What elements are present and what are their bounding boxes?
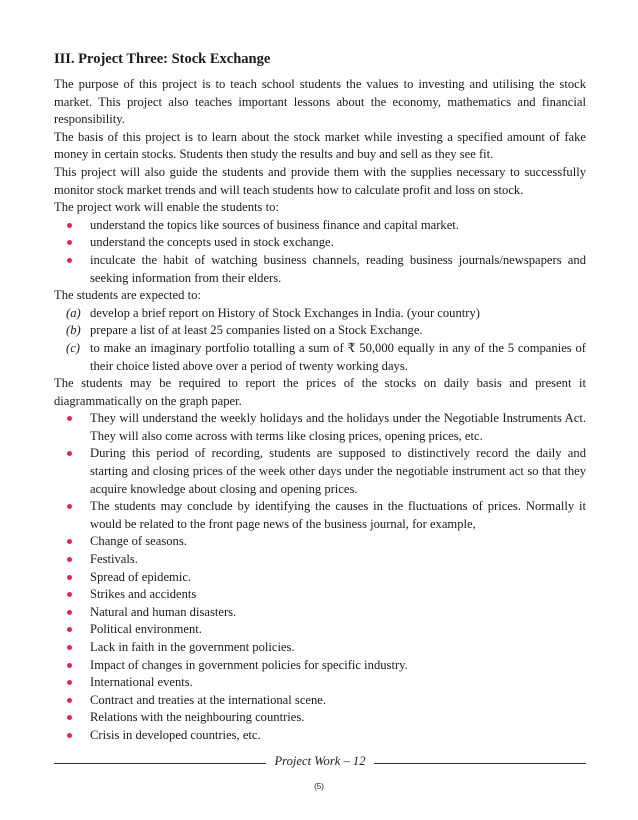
list-item: During this period of recording, students are supposed to distinctively record the daily and starting and closing prices of the week other days under the negotiable instrument act so that they acquire knowledge about closing and opening prices. bbox=[90, 445, 586, 498]
footer-rule-right bbox=[374, 763, 586, 764]
paragraph-guide: This project will also guide the students and provide them with the supplies necessary to successfully monitor stock market trends and will teach students how to calculate profit and loss on stock. bbox=[54, 164, 586, 197]
list-item: Relations with the neighbouring countries. bbox=[90, 709, 586, 727]
list-item: Political environment. bbox=[90, 621, 586, 639]
list-item: Change of seasons. bbox=[90, 533, 586, 551]
list-item-text: develop a brief report on History of Stock Exchanges in India. (your country) bbox=[90, 305, 480, 320]
paragraph-expected-intro: The students are expected to: bbox=[54, 288, 201, 303]
list-item: inculcate the habit of watching business channels, reading business journals/newspapers and seeking information from their elders. bbox=[90, 252, 586, 287]
list-item: Festivals. bbox=[90, 551, 586, 569]
report-list bbox=[54, 410, 586, 744]
list-item: Strikes and accidents bbox=[90, 586, 586, 604]
list-item: understand the concepts used in stock exchange. bbox=[90, 234, 586, 252]
list-item: understand the topics like sources of business finance and capital market. bbox=[90, 217, 586, 235]
list-item: The students may conclude by identifying the causes in the fluctuations of prices. Normally it would be related to the front page news of the business journal, for example, bbox=[90, 498, 586, 533]
list-item: International events. bbox=[90, 674, 586, 692]
list-item-text: prepare a list of at least 25 companies listed on a Stock Exchange. bbox=[90, 323, 423, 338]
list-item bbox=[66, 305, 586, 323]
document-page bbox=[54, 50, 586, 745]
list-item: Natural and human disasters. bbox=[90, 604, 586, 622]
paragraph-report-intro: The students may be required to report the prices of the stocks on daily basis and present it diagrammatically on the graph paper. bbox=[54, 376, 586, 408]
list-item bbox=[66, 340, 586, 375]
expected-list bbox=[54, 305, 586, 375]
section-heading: III. Project Three: Stock Exchange bbox=[54, 51, 271, 67]
list-item: Contract and treaties at the international scene. bbox=[90, 692, 586, 710]
list-item: They will understand the weekly holidays and the holidays under the Negotiable Instruments Act. They will also come across with terms like closing prices, opening prices, etc. bbox=[90, 410, 586, 445]
page-number: (5) bbox=[314, 782, 324, 791]
paragraph-basis: The basis of this project is to learn about the stock market while investing a specified amount of fake money in certain stocks. Students then study the results and buy and sell as they see fit. bbox=[54, 129, 586, 162]
paragraph-enable-intro: The project work will enable the students to: bbox=[54, 200, 279, 215]
list-item bbox=[66, 322, 586, 340]
list-item-text: to make an imaginary portfolio totalling a sum of ₹ 50,000 equally in any of the 5 companies of their choice listed above over a period of twenty working days. bbox=[90, 340, 586, 373]
list-item: Impact of changes in government policies for specific industry. bbox=[90, 657, 586, 675]
list-marker: (c) bbox=[66, 340, 80, 355]
list-item: Crisis in developed countries, etc. bbox=[90, 727, 586, 745]
enable-list bbox=[54, 217, 586, 287]
page-footer bbox=[54, 752, 586, 772]
footer-label: Project Work – 12 bbox=[274, 754, 366, 768]
list-marker: (b) bbox=[66, 323, 81, 338]
list-marker: (a) bbox=[66, 305, 81, 320]
list-item: Lack in faith in the government policies. bbox=[90, 639, 586, 657]
paragraph-purpose: The purpose of this project is to teach school students the values to investing and utilising the stock market. This project also teaches important lessons about the economy, mathematics and financial responsibility. bbox=[54, 77, 586, 127]
list-item: Spread of epidemic. bbox=[90, 569, 586, 587]
